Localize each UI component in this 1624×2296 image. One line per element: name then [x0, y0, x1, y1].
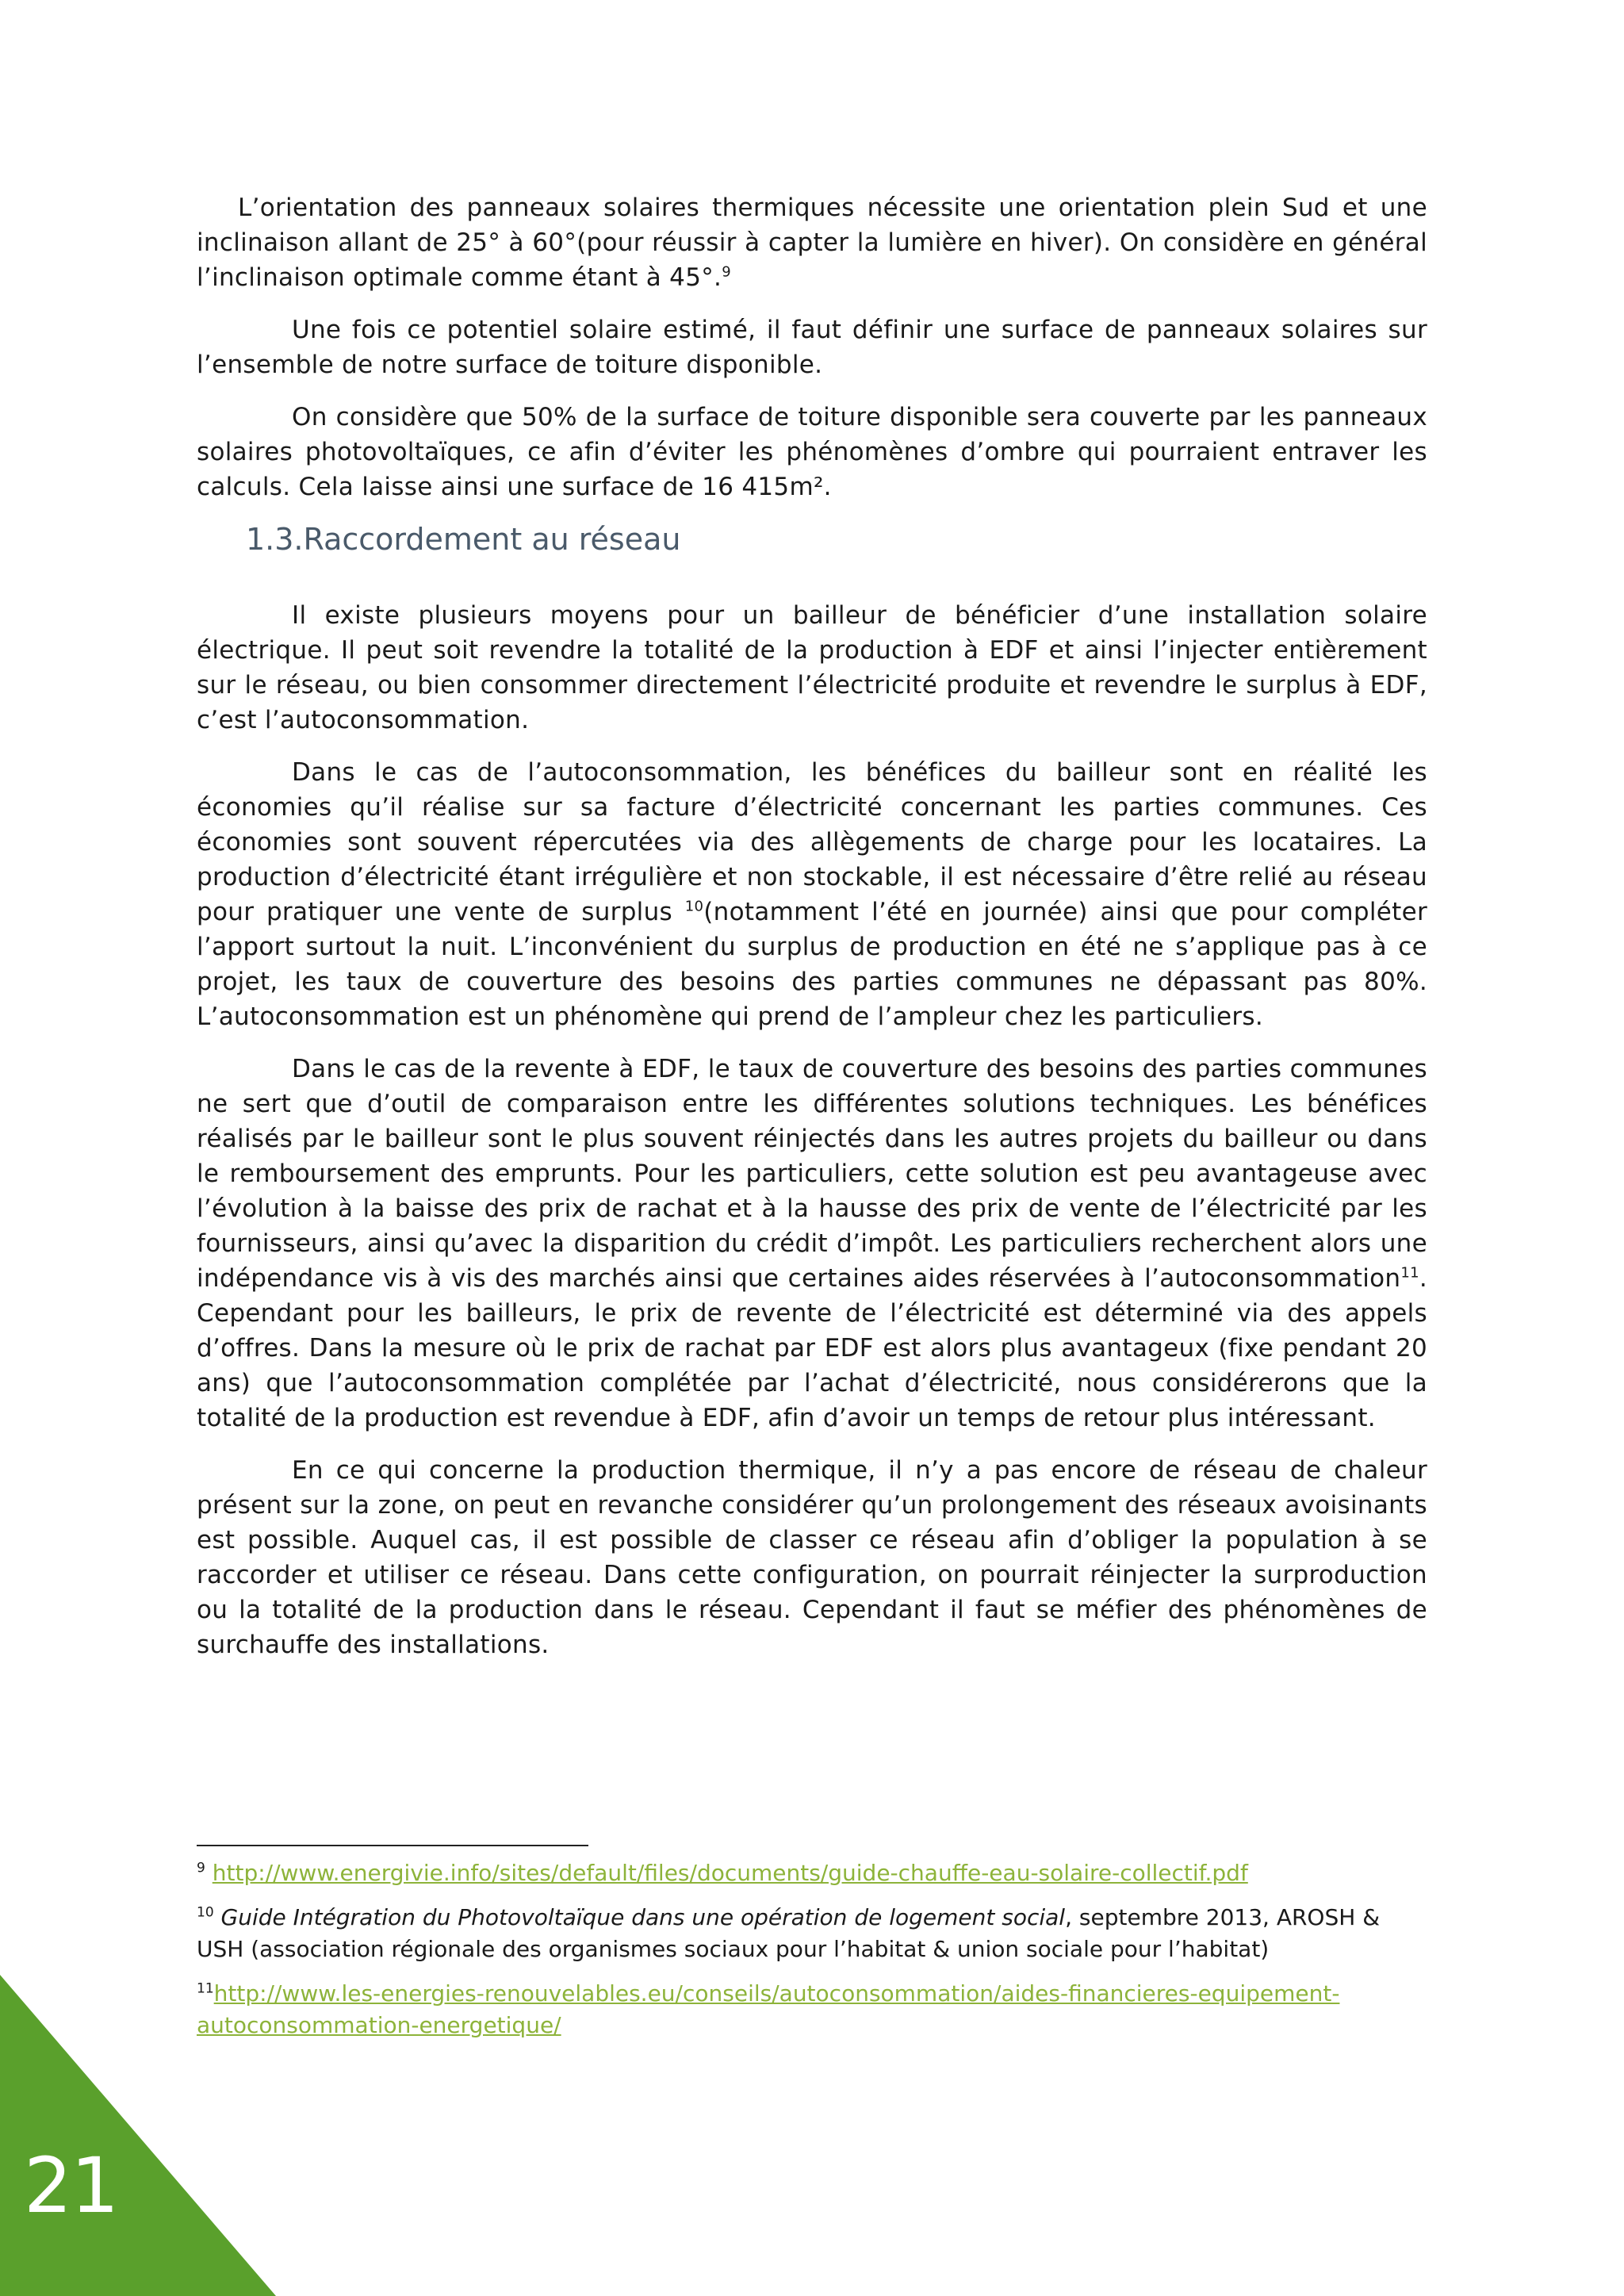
footnote-link[interactable]: http://www.les-energies-renouvelables.eu/conseils/autoconsommation/aides-financieres-equipement-autoconsommation-energetique/ [197, 1980, 1340, 2038]
paragraph-text: (notamment l’été en journée) ainsi que pour compléter l’apport surtout la nuit. L’inconvénient du surplus de production en été ne s’applique pas à ce projet, les taux de couverture des besoins des parties communes ne dépassant pas 80%. L’autoconsommation est un phénomène qui prend de l’ampleur chez les particuliers. [197, 898, 1427, 1031]
section-heading: 1.3.Raccordement au réseau [246, 522, 681, 557]
corner-triangle-shape [0, 1975, 276, 2296]
paragraph-text: Une fois ce potentiel solaire estimé, il faut définir une surface de panneaux solaires sur l’ensemble de notre surface de toiture disponible. [197, 316, 1427, 379]
paragraph-text: En ce qui concerne la production thermique, il n’y a pas encore de réseau de chaleur présent sur la zone, on peut en revanche considérer qu’un prolongement des réseaux avoisinants est possible. Auquel cas, il est possible de classer ce réseau afin d’obliger la population à se raccorder et utiliser ce réseau. Dans cette configuration, on pourrait réinjecter la surproduction ou la totalité de la production dans le réseau. Cependant il faut se méfier des phénomènes de surchauffe des installations. [197, 1456, 1427, 1659]
footnote-title: Guide Intégration du Photovoltaïque dans une opération de logement social [220, 1904, 1066, 1930]
footnote-number: 10 [197, 1904, 214, 1921]
paragraph-text: Dans le cas de la revente à EDF, le taux de couverture des besoins des parties communes ne sert que d’outil de comparaison entre les différentes solutions techniques. Les bénéfices réalisés par le bailleur sont le plus souvent réinjectés dans les autres projets du bailleur ou dans le remboursement des emprunts. Pour les particuliers, cette solution est peu avantageuse avec l’évolution à la baisse des prix de rachat et à la hausse des prix de vente de l’électricité par les fournisseurs, ainsi qu’avec la disparition du crédit d’impôt. Les particuliers recherchent alors une indépendance vis à vis des marchés ainsi que certaines aides réservées à l’autoconsommation [197, 1055, 1427, 1293]
paragraph-roof-coverage [197, 400, 1427, 504]
footnote-separator [197, 1845, 588, 1846]
page-body [197, 190, 1427, 1680]
corner-triangle-decoration [0, 1975, 276, 2296]
footnote-ref-11[interactable]: 11 [1400, 1264, 1419, 1282]
paragraph-orientation [197, 190, 1427, 295]
paragraph-thermal-production [197, 1453, 1427, 1662]
footnote-9 [197, 1857, 1434, 1889]
paragraph-text: . Cependant pour les bailleurs, le prix de revente de l’électricité est déterminé via des appels d’offres. Dans la mesure où le prix de rachat par EDF est alors plus avantageux (fixe pendant 20 ans) que l’autoconsommation complétée par l’achat d’électricité, nous considérerons que la totalité de la production est revendue à EDF, afin d’avoir un temps de retour plus intéressant. [197, 1264, 1427, 1432]
paragraph-text: Dans le cas de l’autoconsommation, les bénéfices du bailleur sont en réalité les économies qu’il réalise sur sa facture d’électricité concernant les parties communes. Ces économies sont souvent répercutées via des allègements de charge pour les locataires. La production d’électricité étant irrégulière et non stockable, il est nécessaire d’être relié au réseau pour pratiquer une vente de surplus [197, 758, 1427, 926]
paragraph-text: On considère que 50% de la surface de toiture disponible sera couverte par les panneaux solaires photovoltaïques, ce afin d’éviter les phénomènes d’ombre qui pourraient entraver les calculs. Cela laisse ainsi une surface de 16 415m². [197, 403, 1427, 501]
paragraph-autoconsumption [197, 755, 1427, 1034]
page-number: 21 [24, 2141, 118, 2230]
paragraph-resale-edf [197, 1052, 1427, 1435]
footnote-text: , septembre 2013, AROSH & USH (association régionale des organismes sociaux pour l’habitat & union sociale pour l’habitat) [197, 1904, 1381, 1962]
footnote-number: 11 [197, 1980, 214, 1997]
paragraph-connection-means [197, 598, 1427, 738]
footnote-number: 9 [197, 1860, 205, 1876]
footnote-ref-10[interactable]: 10 [684, 898, 704, 915]
paragraph-text: Il existe plusieurs moyens pour un bailleur de bénéficier d’une installation solaire électrique. Il peut soit revendre la totalité de la production à EDF et ainsi l’injecter entièrement sur le réseau, ou bien consommer directement l’électricité produite et revendre le surplus à EDF, c’est l’autoconsommation. [197, 601, 1427, 734]
footnote-ref-9[interactable]: 9 [722, 263, 731, 281]
footnotes [197, 1845, 1434, 2054]
footnote-link[interactable]: http://www.energivie.info/sites/default/files/documents/guide-chauffe-eau-solaire-collectif.pdf [212, 1860, 1248, 1886]
paragraph-text: L’orientation des panneaux solaires thermiques nécessite une orientation plein Sud et une inclinaison allant de 25° à 60°(pour réussir à capter la lumière en hiver). On considère en général l’inclinaison optimale comme étant à 45°. [197, 194, 1427, 292]
footnote-10 [197, 1902, 1434, 1965]
paragraph-surface-estimate [197, 312, 1427, 382]
footnote-11 [197, 1978, 1434, 2041]
